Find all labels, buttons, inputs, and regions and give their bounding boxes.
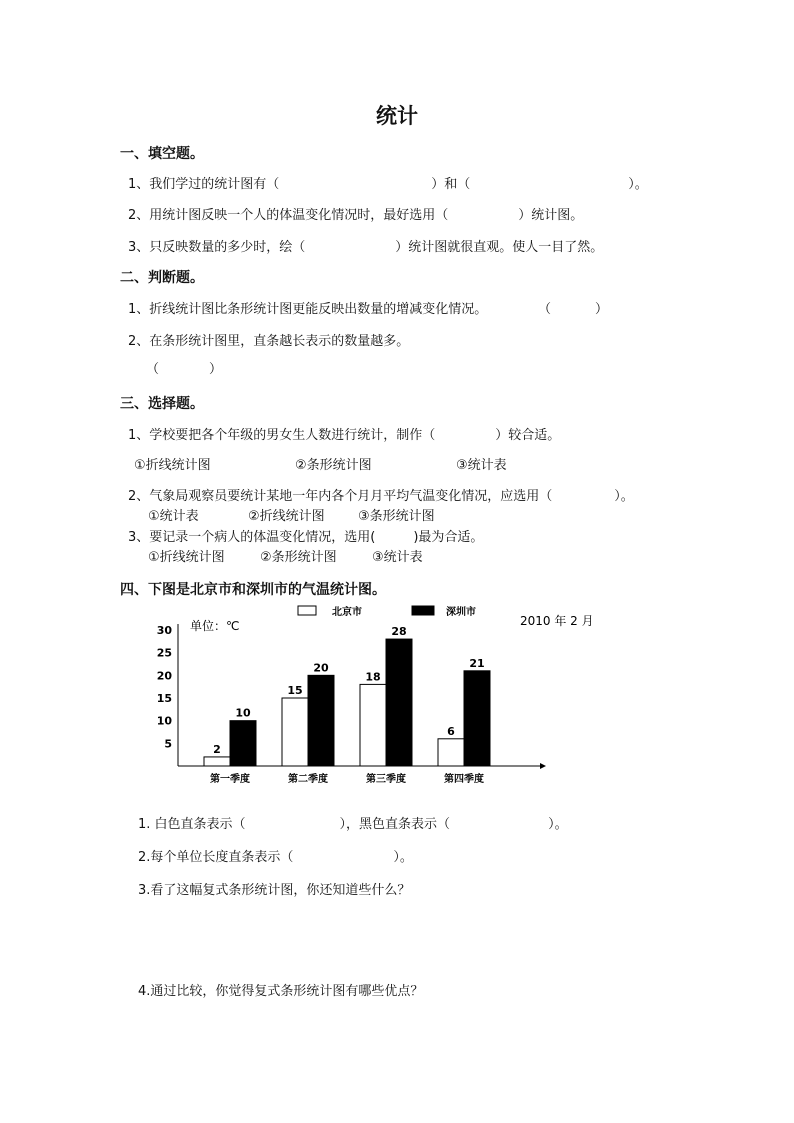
legend-swatch-shenzhen xyxy=(412,606,434,615)
data-label: 10 xyxy=(235,706,251,720)
s3-q1-a: 1、学校要把各个年级的男女生人数进行统计，制作（ xyxy=(128,428,436,443)
x-tick-label: 第二季度 xyxy=(288,774,328,785)
s4-q4: 4.通过比较，你觉得复式条形统计图有哪些优点？ xyxy=(138,984,424,999)
section4-heading: 四、下图是北京市和深圳市的气温统计图。 xyxy=(120,582,386,598)
s2-q2 xyxy=(128,330,409,349)
section2-heading: 二、判断题。 xyxy=(120,270,204,286)
x-tick-label: 第一季度 xyxy=(210,774,250,785)
data-label: 2 xyxy=(213,742,221,756)
s3-q2-opt3[interactable]: ③条形统计图 xyxy=(358,509,435,524)
s3-q3-opt3[interactable]: ③统计表 xyxy=(372,550,423,565)
data-label: 21 xyxy=(469,656,485,670)
s2-q1-answer[interactable] xyxy=(538,298,608,317)
data-label: 18 xyxy=(365,670,381,684)
s1-q1 xyxy=(128,173,648,192)
bar-beijing-1 xyxy=(204,757,230,766)
s4-q1-a: 1. 白色直条表示（ xyxy=(138,817,246,832)
s3-q3-opt1[interactable]: ①折线统计图 xyxy=(148,550,225,565)
s2-q2-text: 2、在条形统计图里，直条越长表示的数量越多。 xyxy=(128,334,410,349)
s1-q2 xyxy=(128,204,583,223)
y-tick-label: 10 xyxy=(156,714,172,728)
bar-shenzhen-3 xyxy=(386,639,412,766)
s2-q2-paren-close: ） xyxy=(209,362,223,377)
s3-q3 xyxy=(128,526,483,545)
s3-q2 xyxy=(128,485,634,504)
s2-q1-paren-open: （ xyxy=(538,302,552,317)
y-tick-label: 5 xyxy=(164,737,172,751)
s4-q2-a: 2.每个单位长度直条表示（ xyxy=(138,850,294,865)
s3-q3-opt2[interactable]: ②条形统计图 xyxy=(260,550,337,565)
s4-q1-c: ）。 xyxy=(548,817,568,832)
data-label: 28 xyxy=(391,625,407,639)
section3-heading: 三、选择题。 xyxy=(120,396,204,412)
s1-q3-a: 3、只反映数量的多少时，绘（ xyxy=(128,240,306,255)
s3-q2-opt2[interactable]: ②折线统计图 xyxy=(248,509,325,524)
s3-q1-opt2[interactable]: ②条形统计图 xyxy=(295,458,372,473)
s1-q1-b: ）和（ xyxy=(431,177,471,192)
legend-swatch-beijing xyxy=(298,606,316,615)
x-tick-label: 第四季度 xyxy=(444,774,484,785)
s3-q1-opt3[interactable]: ③统计表 xyxy=(456,458,507,473)
s1-q2-b: ）统计图。 xyxy=(518,208,584,223)
legend-label-shenzhen: 深圳市 xyxy=(446,607,476,618)
s4-q1-b: ），黑色直条表示（ xyxy=(339,817,451,832)
bar-beijing-4 xyxy=(438,739,464,766)
s2-q1-text: 1、折线统计图比条形统计图更能反映出数量的增减变化情况。 xyxy=(128,302,488,317)
bar-shenzhen-4 xyxy=(464,671,490,766)
s3-q3-a: 3、要记录一个病人的体温变化情况，选用( xyxy=(128,530,376,545)
s3-q2-a: 2、气象局观察员要统计某地一年内各个月月平均气温变化情况，应选用（ xyxy=(128,489,553,504)
page-title: 统计 xyxy=(376,104,418,128)
x-tick-label: 第三季度 xyxy=(366,774,406,785)
temperature-bar-chart xyxy=(140,600,594,796)
x-axis-arrow xyxy=(540,763,546,769)
s1-q3-b: ）统计图就很直观。使人一目了然。 xyxy=(395,240,604,255)
y-tick-label: 25 xyxy=(156,646,172,660)
s1-q3 xyxy=(128,236,603,255)
s3-q1-b: ）较合适。 xyxy=(495,428,561,443)
s4-q2 xyxy=(138,846,413,865)
s3-q2-b: ）。 xyxy=(614,489,634,504)
s1-q1-a: 1、我们学过的统计图有（ xyxy=(128,177,280,192)
s3-q1 xyxy=(128,424,560,443)
bar-beijing-3 xyxy=(360,684,386,766)
data-label: 6 xyxy=(447,724,455,738)
s1-q2-a: 2、用统计图反映一个人的体温变化情况时，最好选用（ xyxy=(128,208,449,223)
s2-q1-paren-close: ） xyxy=(595,302,609,317)
s4-q1 xyxy=(138,813,568,832)
bar-beijing-2 xyxy=(282,698,308,766)
s3-q2-opt1[interactable]: ①统计表 xyxy=(148,509,199,524)
s3-q3-b: )最为合适。 xyxy=(413,530,484,545)
s2-q2-answer[interactable] xyxy=(146,358,222,377)
unit-label: 单位：℃ xyxy=(190,619,240,633)
section1-heading: 一、填空题。 xyxy=(120,146,204,162)
bar-shenzhen-1 xyxy=(230,721,256,766)
bar-shenzhen-2 xyxy=(308,675,334,766)
legend-label-beijing: 北京市 xyxy=(332,607,362,618)
s2-q1 xyxy=(128,298,487,317)
date-label: 2010 年 2 月 xyxy=(520,614,594,628)
s4-q2-b: ）。 xyxy=(393,850,413,865)
s1-q1-c: ）。 xyxy=(628,177,648,192)
s4-q3: 3.看了这幅复式条形统计图，你还知道些什么？ xyxy=(138,883,411,898)
data-label: 15 xyxy=(287,684,303,697)
y-tick-label: 30 xyxy=(156,624,172,637)
y-tick-label: 20 xyxy=(156,669,172,683)
data-label: 20 xyxy=(313,661,329,675)
y-tick-label: 15 xyxy=(156,692,172,705)
s3-q1-opt1[interactable]: ①折线统计图 xyxy=(134,458,211,473)
s2-q2-paren-open: （ xyxy=(146,362,160,377)
